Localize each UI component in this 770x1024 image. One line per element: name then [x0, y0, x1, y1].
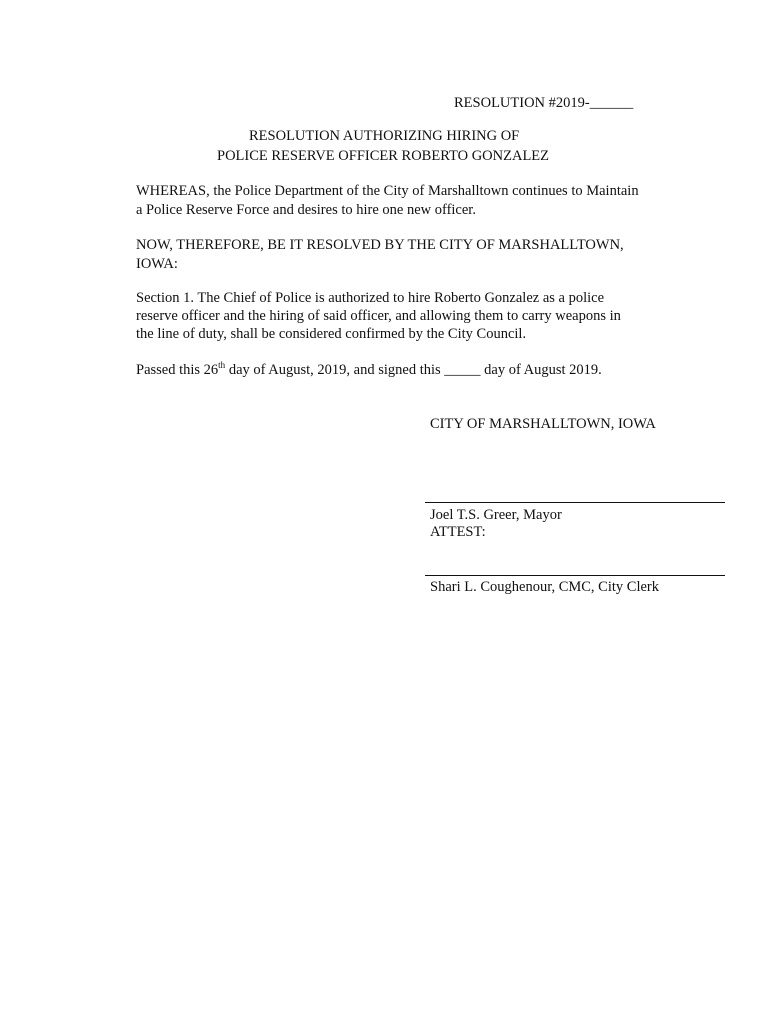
resolution-title-line-2: POLICE RESERVE OFFICER ROBERTO GONZALEZ	[217, 148, 550, 164]
resolution-title-line-1: RESOLUTION AUTHORIZING HIRING OF	[249, 128, 520, 144]
section-1-line-1: Section 1. The Chief of Police is authorized to hire Roberto Gonzalez as a police	[136, 290, 605, 306]
section-1-line-3: the line of duty, shall be considered confirmed by the City Council.	[136, 326, 527, 342]
attest-label: ATTEST:	[430, 524, 486, 540]
mayor-name: Joel T.S. Greer, Mayor	[430, 507, 562, 523]
clerk-signature-line	[425, 575, 725, 576]
passed-statement	[136, 361, 602, 379]
clerk-name: Shari L. Coughenour, CMC, City Clerk	[430, 579, 659, 595]
resolved-clause-line-2: IOWA:	[136, 256, 178, 272]
whereas-clause-line-1: WHEREAS, the Police Department of the City of Marshalltown continues to Maintain	[136, 183, 639, 199]
resolved-clause-line-1: NOW, THEREFORE, BE IT RESOLVED BY THE CITY OF MARSHALLTOWN,	[136, 237, 624, 253]
city-heading: CITY OF MARSHALLTOWN, IOWA	[430, 416, 656, 432]
resolution-number: RESOLUTION #2019-______	[454, 95, 634, 111]
section-1-line-2: reserve officer and the hiring of said officer, and allowing them to carry weapons in	[136, 308, 621, 324]
whereas-clause-line-2: a Police Reserve Force and desires to hire one new officer.	[136, 202, 476, 218]
passed-suffix: day of August, 2019, and signed this _____ day of August 2019.	[225, 362, 602, 378]
passed-superscript: th	[218, 360, 226, 370]
mayor-signature-line	[425, 502, 725, 503]
passed-prefix: Passed this 26	[136, 362, 219, 378]
